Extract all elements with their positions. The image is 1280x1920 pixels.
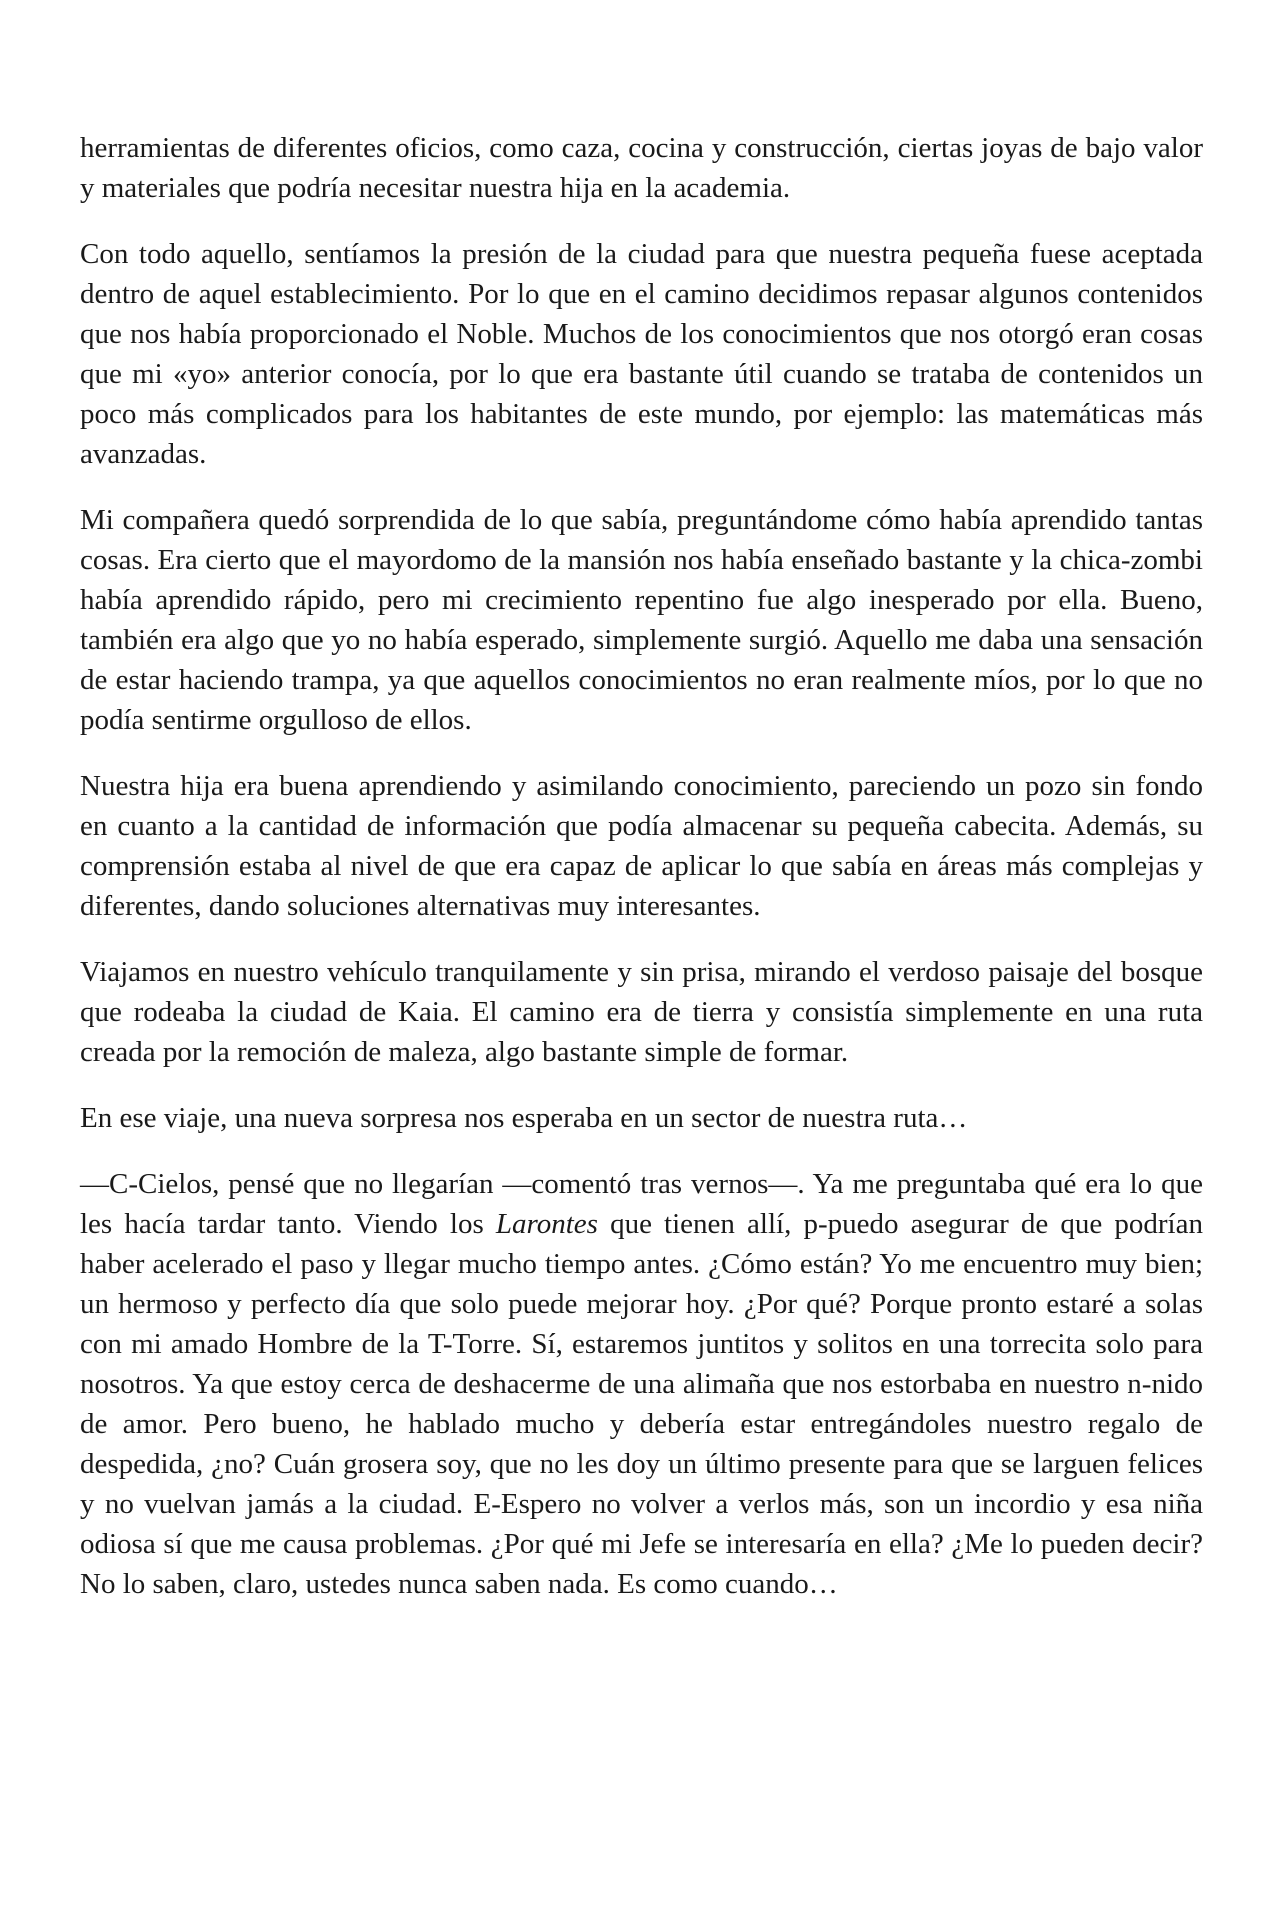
paragraph-4: Nuestra hija era buena aprendiendo y asimilando conocimiento, pareciendo un pozo sin fondo en cuanto a la cantidad de información que podía almacenar su pequeña cabecita. Además, su comprensión estaba al nivel de que era capaz de aplicar lo que sabía en áreas más complejas y diferentes, dando soluciones alternativas muy interesantes.	[80, 770, 1203, 922]
paragraph-7-text-after: que tienen allí, p-puedo asegurar de que podrían haber acelerado el paso y llegar mucho tiempo antes. ¿Cómo están? Yo me encuentro muy bien; un hermoso y perfecto día que solo puede mejorar hoy. ¿Por qué? Porque pronto estaré a solas con mi amado Hombre de la T-Torre. Sí, estaremos juntitos y solitos en una torrecita solo para nosotros. Ya que estoy cerca de deshacerme de una alimaña que nos estorbaba en nuestro n-nido de amor. Pero bueno, he hablado mucho y debería estar entregándoles nuestro regalo de despedida, ¿no? Cuán grosera soy, que no les doy un último presente para que se larguen felices y no vuelvan jamás a la ciudad. E-Espero no volver a verlos más, son un incordio y esa niña odiosa sí que me causa problemas. ¿Por qué mi Jefe se interesaría en ella? ¿Me lo pueden decir? No lo saben, claro, ustedes nunca saben nada. Es como cuando…	[80, 1208, 1203, 1600]
paragraph-3: Mi compañera quedó sorprendida de lo que sabía, preguntándome cómo había aprendido tantas cosas. Era cierto que el mayordomo de la mansión nos había enseñado bastante y la chica-zombi había aprendido rápido, pero mi crecimiento repentino fue algo inesperado por ella. Bueno, también era algo que yo no había esperado, simplemente surgió. Aquello me daba una sensación de estar haciendo trampa, ya que aquellos conocimientos no eran realmente míos, por lo que no podía sentirme orgulloso de ellos.	[80, 504, 1203, 736]
document-page	[80, 128, 1203, 1630]
paragraph-6: En ese viaje, una nueva sorpresa nos esperaba en un sector de nuestra ruta…	[80, 1102, 968, 1134]
paragraph-1: herramientas de diferentes oficios, como caza, cocina y construcción, ciertas joyas de bajo valor y materiales que podría necesitar nuestra hija en la academia.	[80, 132, 1203, 204]
paragraph-2: Con todo aquello, sentíamos la presión de la ciudad para que nuestra pequeña fuese aceptada dentro de aquel establecimiento. Por lo que en el camino decidimos repasar algunos contenidos que nos había proporcionado el Noble. Muchos de los conocimientos que nos otorgó eran cosas que mi «yo» anterior conocía, por lo que era bastante útil cuando se trataba de contenidos un poco más complicados para los habitantes de este mundo, por ejemplo: las matemáticas más avanzadas.	[80, 238, 1203, 470]
paragraph-7-text-before: —C-Cielos, pensé que no llegarían —comentó tras vernos—. Ya me preguntaba qué era lo que les hacía tardar tanto. Viendo los	[80, 1168, 1203, 1240]
paragraph-7-emphasis: Larontes	[495, 1208, 598, 1240]
paragraph-5: Viajamos en nuestro vehículo tranquilamente y sin prisa, mirando el verdoso paisaje del bosque que rodeaba la ciudad de Kaia. El camino era de tierra y consistía simplemente en una ruta creada por la remoción de maleza, algo bastante simple de formar.	[80, 956, 1203, 1068]
paragraph-7	[80, 1164, 1203, 1604]
